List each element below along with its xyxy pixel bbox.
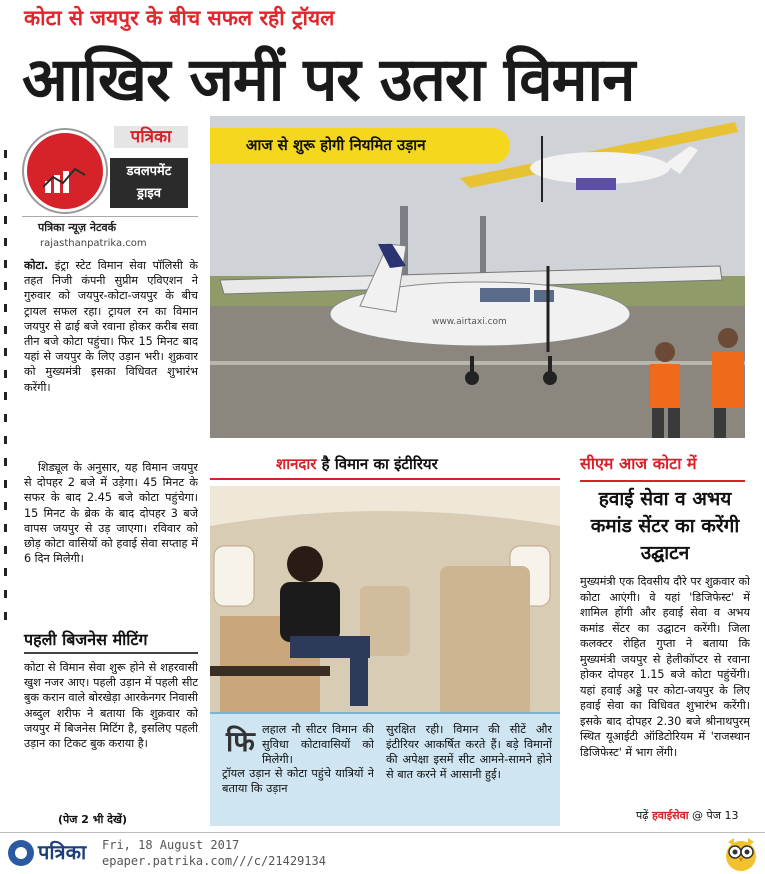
drop-cap: फि [226, 725, 255, 758]
logo-emblem [24, 130, 106, 212]
headline: आखिर जमीं पर उतरा विमान [22, 45, 635, 115]
subheading-rule [24, 652, 198, 654]
cm-headline: हवाई सेवा व अभय कमांड सेंटर का करेंगी उद्घाटन [590, 488, 740, 564]
read-more-keyword: हवाईसेवा [651, 809, 689, 822]
footer-date: Fri, 18 August 2017 [102, 838, 240, 852]
plane-livery-text: www.airtaxi.com [432, 317, 507, 327]
article-paragraph-1 [24, 258, 198, 468]
cm-rule [580, 480, 745, 482]
logo-subtitle-line1: डवलपमेंट [126, 164, 172, 179]
read-more-prefix: पढ़ें [636, 809, 652, 822]
interior-photo [210, 486, 560, 718]
read-more-page: @ पेज 13 [688, 809, 739, 822]
chart-graphic-icon [43, 167, 87, 193]
photo1-caption: आज से शुरू होगी नियमित उड़ान [246, 136, 426, 154]
footer-url[interactable]: epaper.patrika.com///c/21429134 [102, 854, 326, 868]
interior-caption-left-continued: ट्रॉयल उड़ान से कोटा पहुंचे यात्रियों ने बताया कि उड़ान [222, 767, 374, 795]
interior-label-text: है विमान का इंटीरियर [316, 455, 438, 473]
aircraft-photo [210, 116, 745, 438]
interior-caption-right: सुरक्षित रही। विमान की सीटें और इंटीरियर आकर्षित करते हैं। बड़े विमानों की अपेक्षा इसमें सीट आमने-सामने होने से बात करने में आसानी हुई। [386, 723, 552, 781]
column-edge-marks [4, 150, 10, 650]
divider [22, 216, 198, 217]
aircraft-illustration [210, 116, 745, 438]
cabin-illustration [210, 486, 560, 718]
cm-band [580, 452, 750, 480]
interior-rule [210, 478, 560, 480]
article-paragraph-1-text: इंट्रा स्टेट विमान सेवा पॉलिसी के तहत निजी कंपनी सुप्रीम एविएशन ने गुरुवार को जयपुर-कोटा-जयपुर के बीच ट्रायल सफल रहा। ट्रायल रन का विमान जयपुर से ढाई बजे रवाना होकर करीब सवा तीन बजे कोटा पहुंचा। फिर 15 मिनट बाद यहां से जयपुर के लिए उड़ान भरी। शुक्रवार को मुख्यमंत्री इसका विधिवत शुभारंभ करेंगी। [24, 259, 198, 394]
footer-rule [0, 832, 765, 833]
article-paragraph-3: कोटा से विमान सेवा शुरू होने से शहरवासी खुश नजर आए। पहली उड़ान में पहली सीट बुक करान वाले बोरखेड़ा आरकेनगर निवासी अब्दुल शरीफ ने बताया कि शुक्रवार को जयपुर में बिजनेस मिटिंग है, इसलिए पहली उड़ान का टिकट बुक कराया है। [24, 661, 198, 751]
interior-label [276, 454, 438, 474]
subheading: पहली बिजनेस मीटिंग [24, 630, 148, 649]
owl-mascot-icon [724, 834, 758, 872]
article-paragraph-2: शिड्यूल के अनुसार, यह विमान जयपुर से दोपहर 2 बजे में उड़ेगा। 45 मिनट के सफर के बाद 2.45 बजे कोटा पहुंचेगा। 15 मिनट के ब्रेक के बाद दोपहर 3 बजे वापस जयपुर से उड़ जाएगा। रविवार को छोड़ कोटा वासियों को हवाई सेवा सप्ताह में 6 दिन मिलेगी। [24, 461, 198, 566]
website: rajasthanpatrika.com [40, 238, 147, 249]
patrika-logo-icon [8, 840, 34, 866]
byline: पत्रिका न्यूज़ नेटवर्क [38, 221, 117, 234]
development-drive-logo [22, 126, 188, 210]
cm-band-text: सीएम आज कोटा में [580, 454, 697, 473]
interior-label-highlight: शानदार [276, 455, 317, 473]
logo-subtitle [110, 158, 188, 208]
logo-subtitle-line2: ड्राइव [137, 186, 161, 201]
interior-caption-left: लहाल नौ सीटर विमान की सुविधा कोटावासियों को मिलेगी। [262, 723, 374, 766]
dateline: कोटा. [24, 259, 49, 272]
read-more-link[interactable] [636, 808, 738, 823]
interior-caption-box [210, 712, 560, 826]
logo-brand: पत्रिका [114, 126, 188, 148]
see-page-note: (पेज 2 भी देखें) [58, 813, 128, 826]
kicker: कोटा से जयपुर के बीच सफल रही ट्रॉयल [24, 6, 335, 30]
cm-body: मुख्यमंत्री एक दिवसीय दौरे पर शुक्रवार को कोटा आएंगी। वे यहां 'डिजिफेस्ट' में शामिल होंगी और हवाई सेवा व अभय कमांड सेंटर का उद्घाटन करेंगी। जिला कलक्टर रोहित गुप्ता ने बताया कि मुख्यमंत्री जयपुर से हेलीकॉप्टर से रवाना होकर दोपहर 1.15 बजे कोटा पहुंचेंगी। यहां हवाई अड्डे पर कोटा-जयपुर के लिए हवाई सेवा का विधिवत शुभारंभ करेंगी। इसके बाद दोपहर 2.30 बजे श्रीनाथपुरम् स्थित यूआईटी ऑडिटोरियम में 'राजस्थान डिजिफेस्ट' में भाग लेंगी। [580, 575, 750, 759]
footer-brand: पत्रिका [38, 840, 87, 864]
